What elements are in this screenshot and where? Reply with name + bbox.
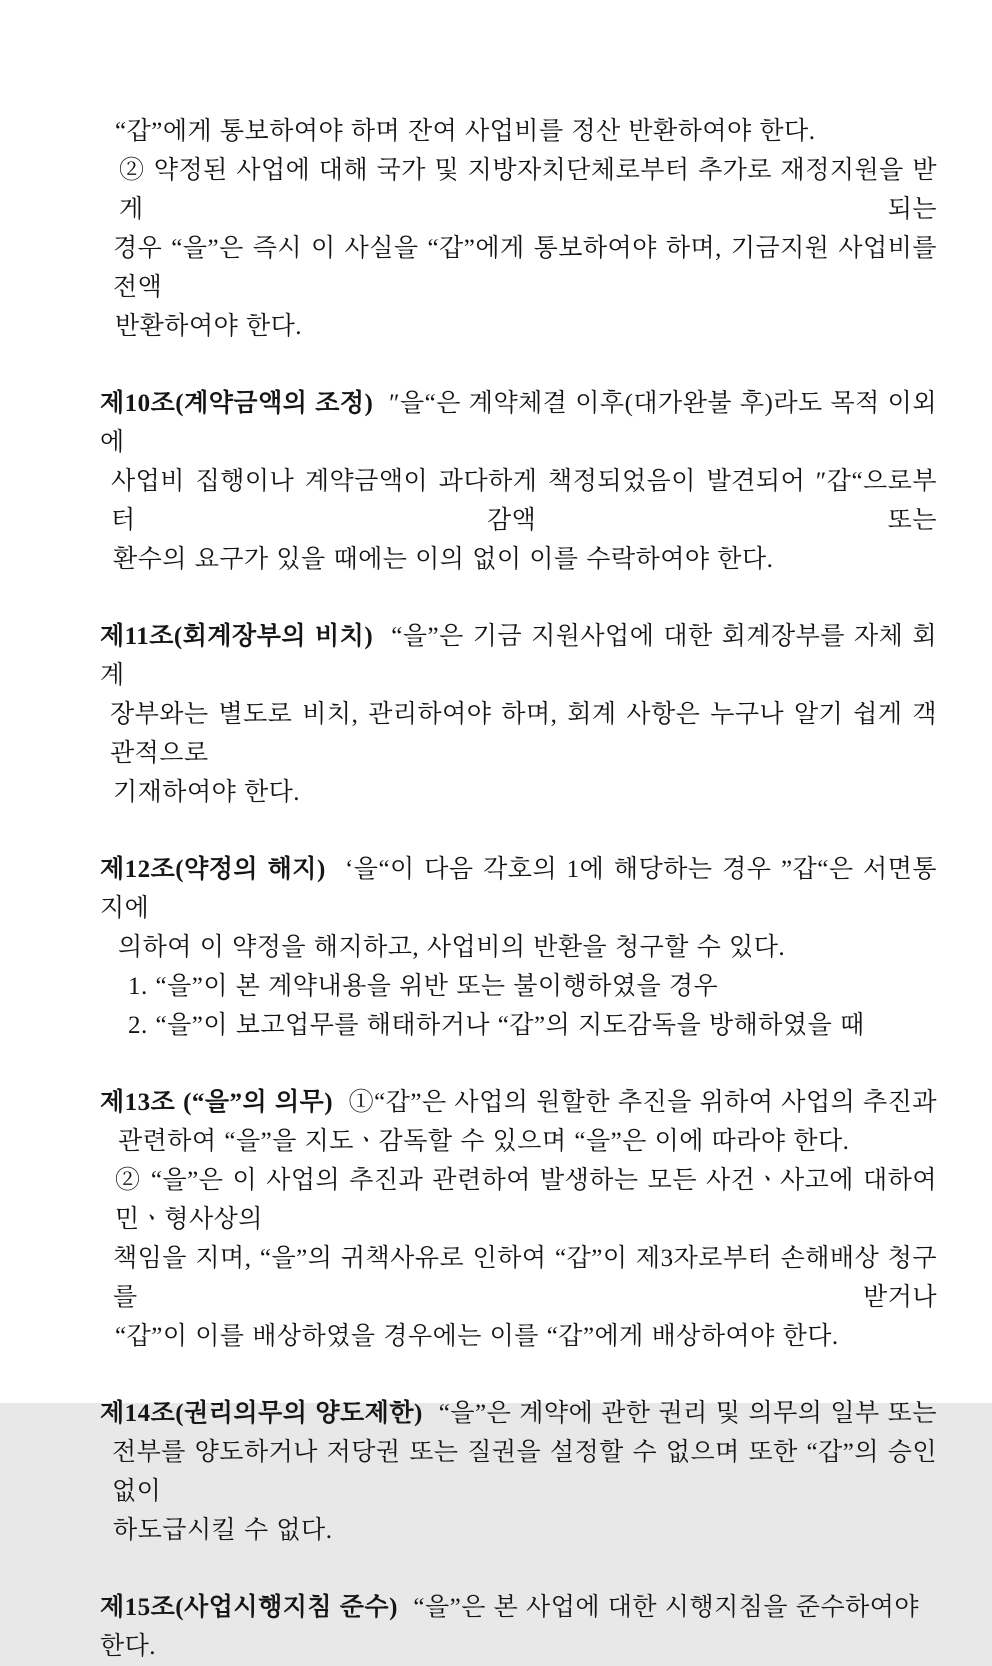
article-11 <box>100 617 937 812</box>
article-13-line-5 <box>100 1317 937 1356</box>
article-10-line-3-text: 환수의 요구가 있을 때에는 이의 없이 이를 수락하여야 한다. <box>113 546 774 573</box>
article-09-continuation <box>100 112 937 346</box>
article-12-line-1-text: ‘을“이 다음 각호의 1에 해당하는 경우 ”갑“은 서면통지에 <box>100 856 938 922</box>
article-09-continuation-line-3-text: 경우 “을”은 즉시 이 사실을 “갑”에게 통보하여야 하며, 기금지원 사업비를 전액 <box>113 235 937 301</box>
article-14-line-2 <box>100 1433 937 1511</box>
article-14-line-1-text: “을”은 계약에 관한 권리 및 의무의 일부 또는 <box>422 1400 937 1427</box>
article-11-line-2-text: 장부와는 별도로 비치, 관리하여야 하며, 회계 사항은 누구나 알기 쉽게 객관적으로 <box>110 701 937 767</box>
article-09-continuation-line-2 <box>100 151 937 229</box>
article-15-heading: 제15조(사업시행지침 준수) <box>100 1594 398 1621</box>
article-11-line-2 <box>100 695 937 773</box>
article-13-line-3 <box>100 1161 937 1239</box>
article-14-line-3-text: 하도급시킬 수 없다. <box>113 1517 333 1544</box>
article-13-line-1-text: ①“갑”은 사업의 원할한 추진을 위하여 사업의 추진과 <box>333 1089 937 1116</box>
article-12-line-1 <box>100 850 937 928</box>
article-09-continuation-line-4 <box>100 307 937 346</box>
article-12-line-2-text: 의하여 이 약정을 해지하고, 사업비의 반환을 청구할 수 있다. <box>118 934 786 961</box>
article-13-line-1 <box>100 1083 937 1122</box>
article-14-line-1 <box>100 1394 937 1433</box>
article-14-line-2-text: 전부를 양도하거나 저당권 또는 질권을 설정할 수 없으며 또한 “갑”의 승인없이 <box>112 1439 937 1505</box>
article-10-line-2 <box>100 462 937 540</box>
article-12-line-4 <box>100 1006 937 1045</box>
article-13-line-4 <box>100 1239 937 1317</box>
article-15-line-1 <box>100 1588 937 1666</box>
article-09-continuation-line-2-text: ② 약정된 사업에 대해 국가 및 지방자치단체로부터 추가로 재정지원을 받게 되는 <box>119 157 937 223</box>
article-09-continuation-line-4-text: 반환하여야 한다. <box>115 313 303 340</box>
article-13 <box>100 1083 937 1356</box>
article-14 <box>100 1394 937 1550</box>
article-13-line-2-text: 관련하여 “을”을 지도ㆍ감독할 수 있으며 “을”은 이에 따라야 한다. <box>118 1128 850 1155</box>
article-10-line-2-text: 사업비 집행이나 계약금액이 과다하게 책정되었음이 발견되어 ″갑“으로부터 감액 또는 <box>111 468 937 534</box>
article-11-line-1 <box>100 617 937 695</box>
article-12-heading: 제12조(약정의 해지) <box>100 856 326 883</box>
article-12-line-2 <box>100 928 937 967</box>
article-09-continuation-line-1 <box>100 112 937 151</box>
article-13-line-5-text: “갑”이 이를 배상하였을 경우에는 이를 “갑”에게 배상하여야 한다. <box>115 1323 839 1350</box>
article-13-line-4-text: 책임을 지며, “을”의 귀책사유로 인하여 “갑”이 제3자로부터 손해배상 청구를 받거나 <box>113 1245 937 1311</box>
article-11-line-1-text: “을”은 기금 지원사업에 대한 회계장부를 자체 회계 <box>100 623 938 689</box>
article-12-line-4-text: 2. “을”이 보고업무를 해태하거나 “갑”의 지도감독을 방해하였을 때 <box>128 1012 865 1039</box>
article-14-heading: 제14조(권리의무의 양도제한) <box>100 1400 423 1427</box>
article-12 <box>100 850 937 1045</box>
article-11-line-3-text: 기재하여야 한다. <box>113 779 301 806</box>
article-14-line-3 <box>100 1511 937 1550</box>
article-12-line-3-text: 1. “을”이 본 계약내용을 위반 또는 불이행하였을 경우 <box>128 973 719 1000</box>
article-10-line-1 <box>100 384 937 462</box>
article-13-line-2 <box>100 1122 937 1161</box>
article-13-heading: 제13조 (“을”의 의무) <box>100 1089 334 1116</box>
article-10-line-1-text: ″을“은 계약체결 이후(대가완불 후)라도 목적 이외에 <box>100 390 937 456</box>
article-13-line-3-text: ② “을”은 이 사업의 추진과 관련하여 발생하는 모든 사건ㆍ사고에 대하여 민ㆍ형사상의 <box>115 1167 937 1233</box>
article-10 <box>100 384 937 579</box>
article-15-line-1-text: “을”은 본 사업에 대한 시행지침을 준수하여야 한다. <box>100 1594 920 1660</box>
article-10-line-3 <box>100 540 937 579</box>
article-12-line-3 <box>100 967 937 1006</box>
article-15 <box>100 1588 937 1666</box>
article-10-heading: 제10조(계약금액의 조정) <box>100 390 374 417</box>
article-11-heading: 제11조(회계장부의 비치) <box>100 623 374 650</box>
article-11-line-3 <box>100 773 937 812</box>
article-09-continuation-line-1-text: “갑”에게 통보하여야 하며 잔여 사업비를 정산 반환하여야 한다. <box>115 118 816 145</box>
article-09-continuation-line-3 <box>100 229 937 307</box>
